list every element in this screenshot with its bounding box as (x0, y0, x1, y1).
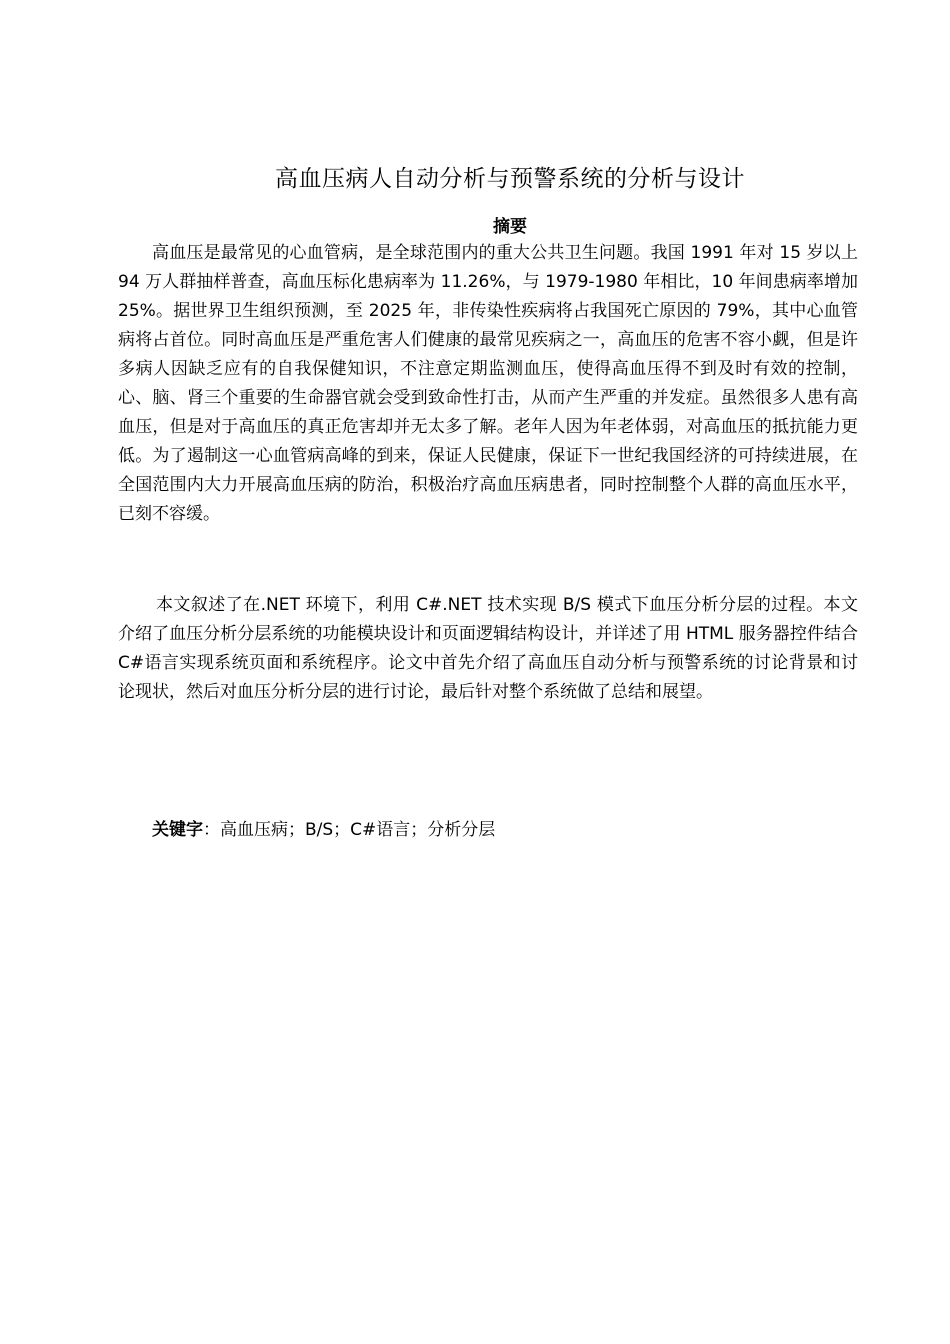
abstract-paragraph-2: 本文叙述了在.NET 环境下，利用 C#.NET 技术实现 B/S 模式下血压分析分层的过程。本文介绍了血压分析分层系统的功能模块设计和页面逻辑结构设计，并详述了用 HTML 服务器控件结合 C#语言实现系统页面和系统程序。论文中首先介绍了高血压自动分析与预警系统的讨论背景和讨论现状，然后对血压分析分层的进行讨论，最后针对整个系统做了总结和展望。 (118, 595, 858, 702)
document-title: 高血压病人自动分析与预警系统的分析与设计 (275, 166, 745, 192)
keywords-label: 关键字 (152, 820, 203, 840)
abstract-heading: 摘要 (493, 217, 527, 237)
abstract-paragraph-1: 高血压是最常见的心血管病，是全球范围内的重大公共卫生问题。我国 1991 年对 15 岁以上 94 万人群抽样普查，高血压标化患病率为 11.26%，与 1979-1980 年相比，10 年间患病率增加 25%。据世界卫生组织预测，至 2025 年，非传染性疾病将占我国死亡原因的 79%，其中心血管病将占首位。同时高血压是严重危害人们健康的最常见疾病之一，高血压的危害不容小觑，但是许多病人因缺乏应有的自我保健知识，不注意定期监测血压，使得高血压得不到及时有效的控制，心、脑、肾三个重要的生命器官就会受到致命性打击，从而产生严重的并发症。虽然很多人患有高血压，但是对于高血压的真正危害却并无太多了解。老年人因为年老体弱，对高血压的抵抗能力更低。为了遏制这一心血管病高峰的到来，保证人民健康，保证下一世纪我国经济的可持续进展，在全国范围内大力开展高血压病的防治，积极治疗高血压病患者，同时控制整个人群的高血压水平，已刻不容缓。 (118, 243, 858, 524)
keywords-value: 高血压病；B/S；C#语言；分析分层 (220, 820, 496, 840)
keywords-line (152, 816, 495, 844)
keywords-separator: ： (203, 820, 220, 840)
